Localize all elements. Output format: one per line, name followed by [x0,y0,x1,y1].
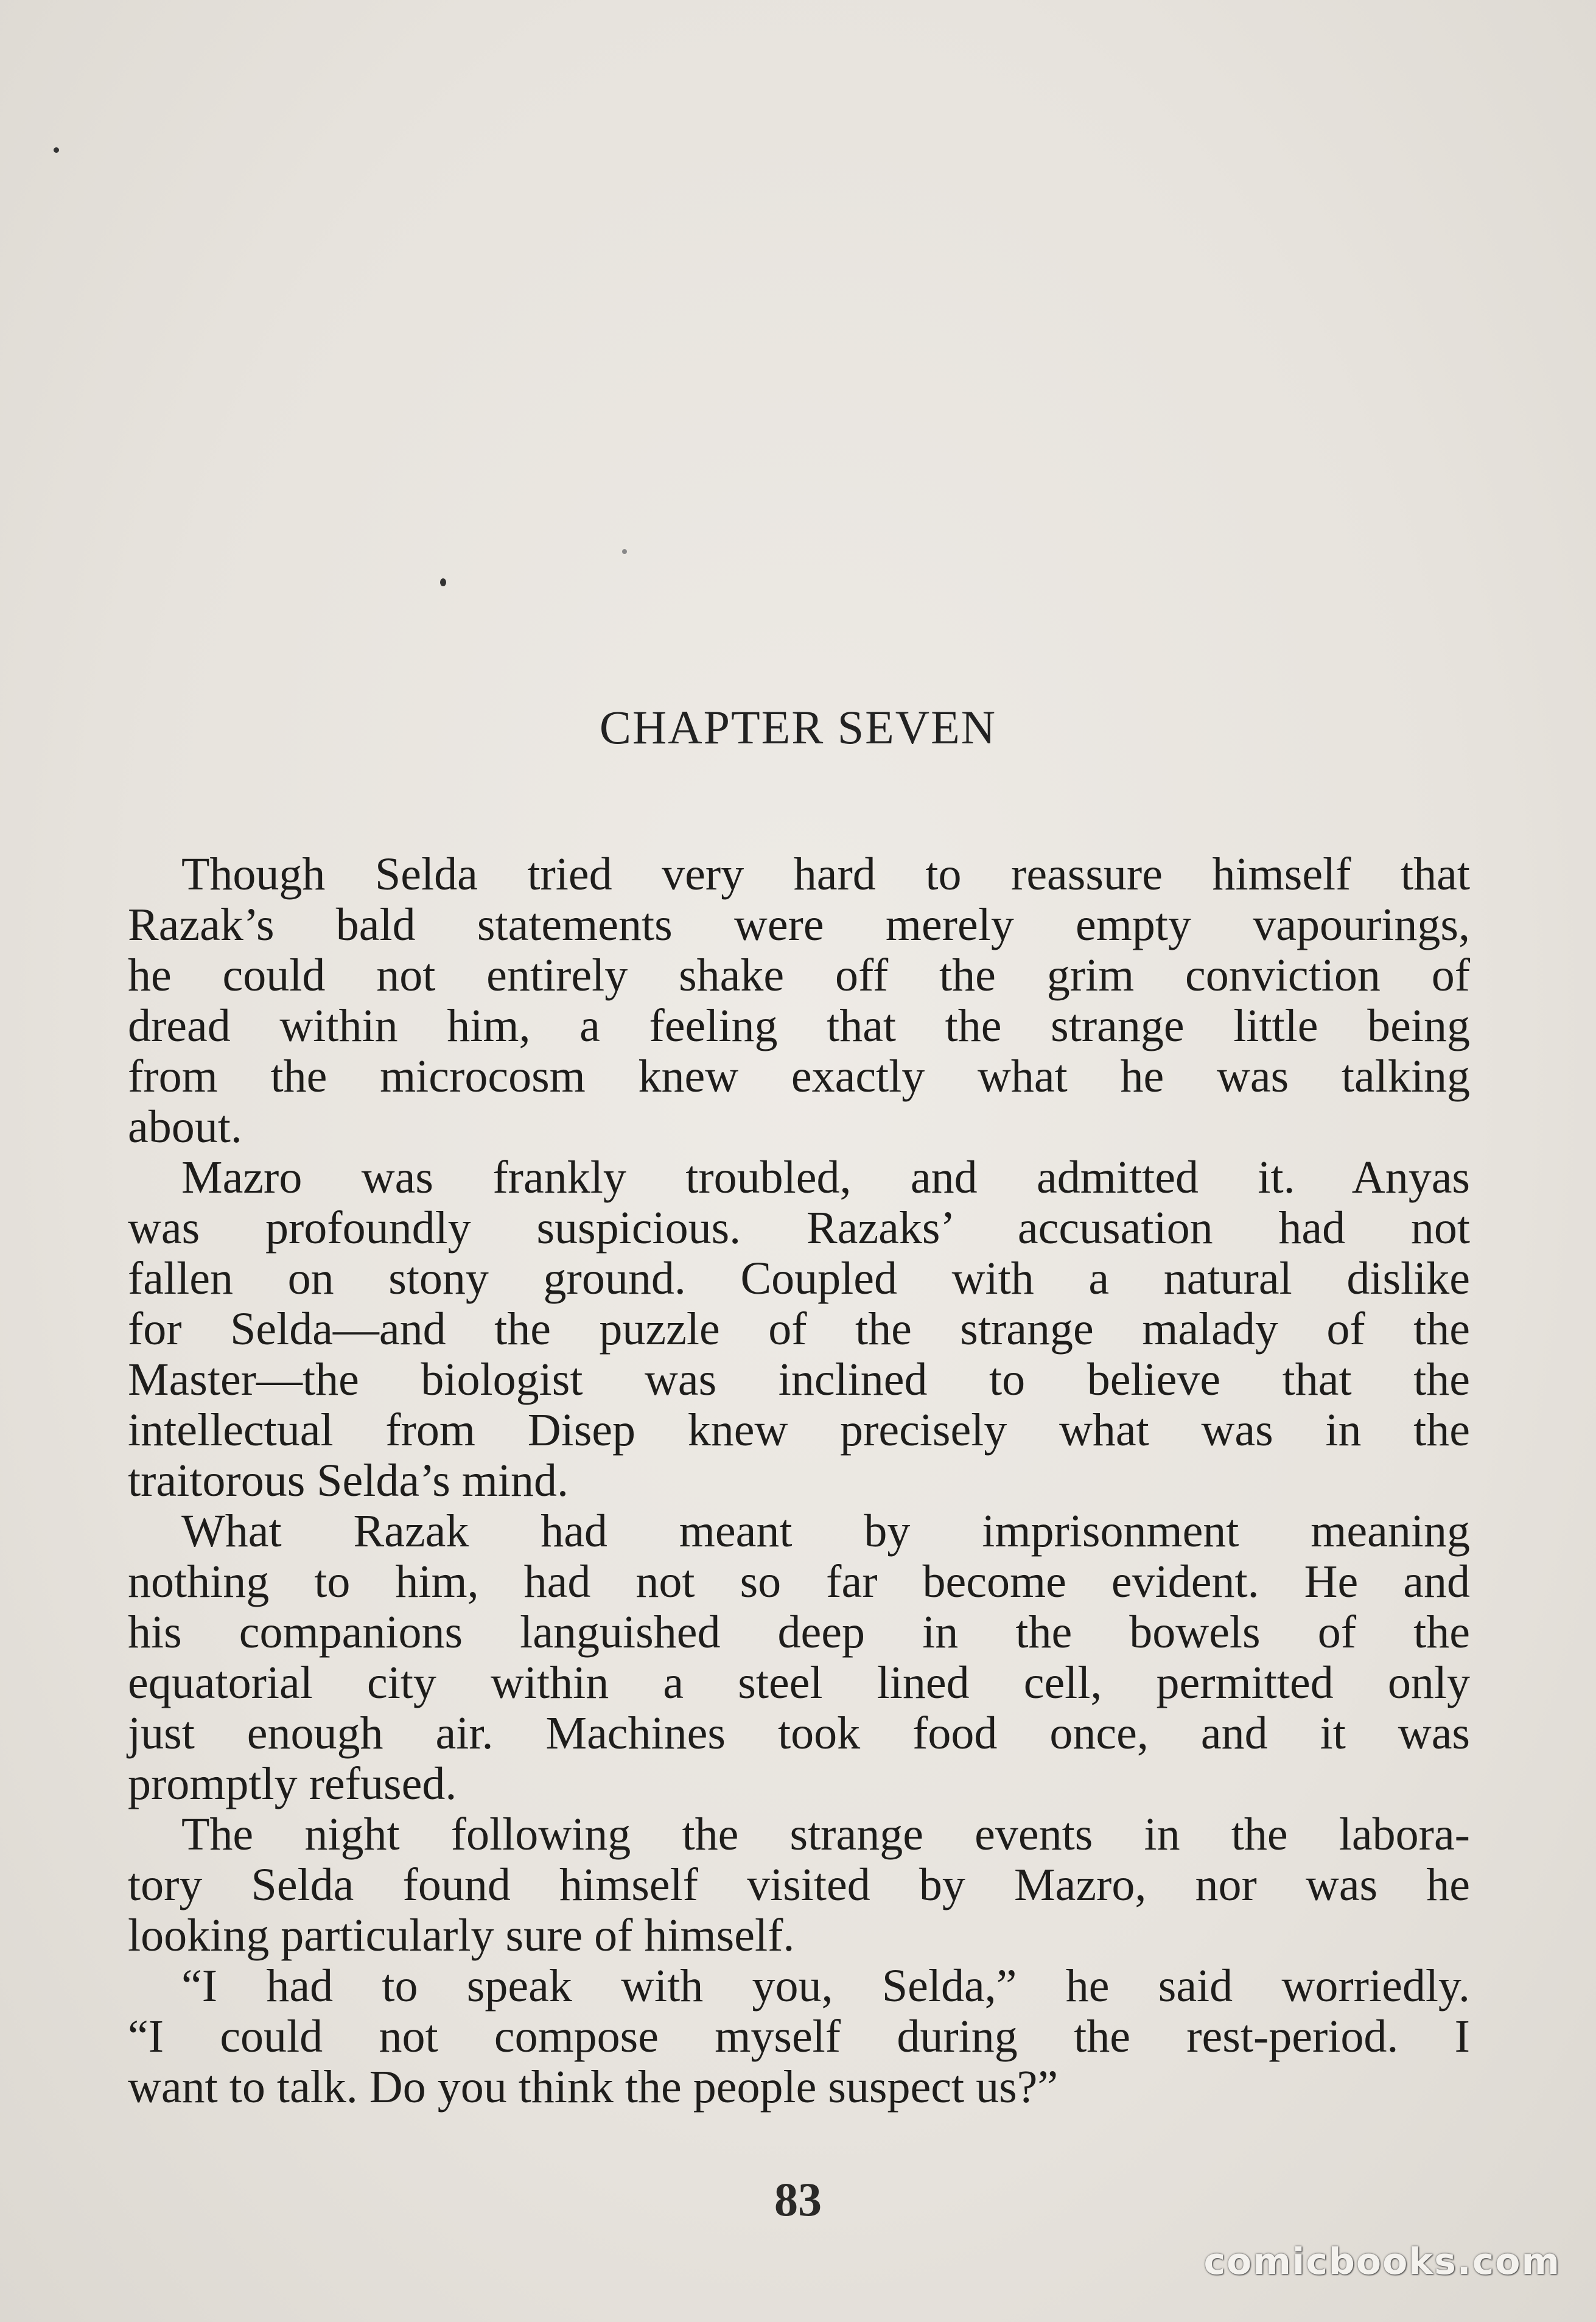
text-line: just enough air. Machines took food once, and it was [128,1708,1470,1759]
ink-speck [54,147,59,153]
text-line: “I had to speak with you, Selda,” he said worriedly. [181,1960,1470,2012]
text-line: promptly refused. [128,1758,457,1809]
text-line: Master—the biologist was inclined to believe that the [128,1354,1470,1405]
ink-speck [622,549,627,554]
text-line: looking particularly sure of himself. [128,1910,795,1961]
text-line: for Selda—and the puzzle of the strange malady of the [128,1303,1470,1355]
body-text [128,849,1470,2113]
text-line: Though Selda tried very hard to reassure himself that [181,849,1470,900]
text-line: “I could not compose myself during the rest-period. I [128,2011,1470,2062]
page-number: 83 [774,2173,822,2226]
text-line: fallen on stony ground. Coupled with a natural dislike [128,1253,1470,1304]
text-line: Mazro was frankly troubled, and admitted it. Anyas [181,1152,1470,1203]
watermark-logo: comicbooks.com [1203,2240,1561,2283]
text-line: What Razak had meant by imprisonment meaning [181,1506,1470,1557]
text-line: Razak’s bald statements were merely empty vapourings, [128,899,1470,950]
text-line: from the microcosm knew exactly what he was talking [128,1051,1470,1102]
text-line: want to talk. Do you think the people suspect us?” [128,2061,1059,2113]
text-line: intellectual from Disep knew precisely what was in the [128,1405,1470,1456]
chapter-title: CHAPTER SEVEN [599,701,997,754]
text-line: traitorous Selda’s mind. [128,1455,569,1506]
text-line: The night following the strange events in the labora- [181,1809,1470,1860]
text-line: tory Selda found himself visited by Mazro, nor was he [128,1859,1470,1910]
text-line: dread within him, a feeling that the strange little being [128,1000,1470,1051]
ink-speck [440,578,446,586]
text-line: was profoundly suspicious. Razaks’ accusation had not [128,1202,1470,1254]
text-line: he could not entirely shake off the grim conviction of [128,950,1470,1001]
text-line: equatorial city within a steel lined cell, permitted only [128,1657,1470,1708]
text-line: his companions languished deep in the bowels of the [128,1607,1470,1658]
text-line: about. [128,1101,242,1152]
text-line: nothing to him, had not so far become evident. He and [128,1556,1470,1607]
